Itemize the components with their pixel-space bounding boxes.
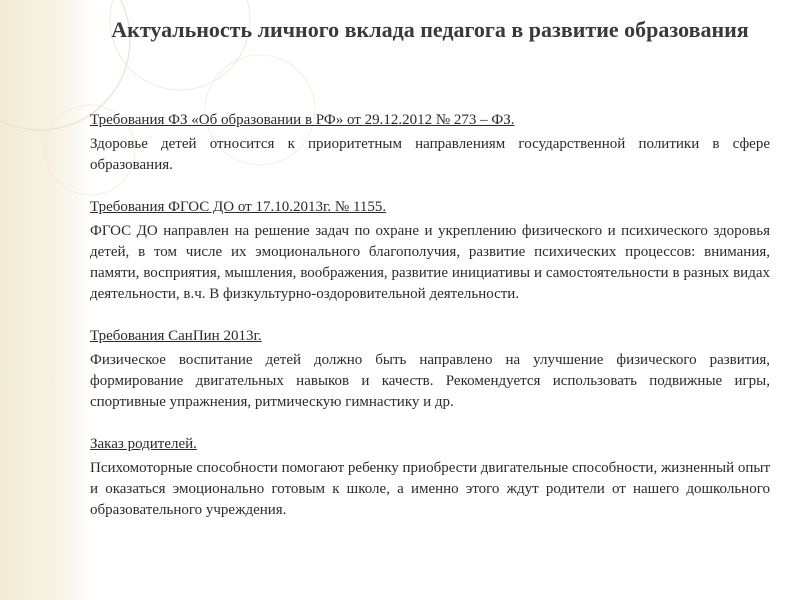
section-parents	[90, 434, 770, 521]
section-heading: Заказ родителей.	[90, 436, 197, 452]
section-text: ФГОС ДО направлен на решение задач по охране и укреплению физического и психического здоровья детей, в том числе их эмоционального благополучия, развитие психических процессов: внимания, памяти, восприятия, мышления, воображения, развитие инициативы и самостоятельности в разных видах деятельности, в.ч. В физкультурно-оздоровительной деятельности.	[90, 223, 770, 302]
section-text: Физическое воспитание детей должно быть направлено на улучшение физического развития, формирование двигательных навыков и качеств. Рекомендуется использовать подвижные игры, спортивные упражнения, ритмическую гимнастику и др.	[90, 352, 770, 410]
section-sanpin	[90, 326, 770, 413]
section-heading: Требования ФЗ «Об образовании в РФ» от 29.12.2012 № 273 – ФЗ.	[90, 112, 515, 128]
section-text: Психомоторные способности помогают ребенку приобрести двигательные способности, жизненный опыт и оказаться эмоционально готовым к школе, а именно этого ждут родители от нашего дошкольного образовательного учреждения.	[90, 460, 771, 518]
slide-title: Актуальность личного вклада педагога в развитие образования	[111, 17, 749, 42]
slide-content	[90, 110, 770, 521]
section-fz	[90, 110, 770, 176]
section-heading: Требования ФГОС ДО от 17.10.2013г. № 1155.	[90, 199, 387, 215]
section-text: Здоровье детей относится к приоритетным направлениям государственной политики в сфере образования.	[90, 136, 770, 173]
section-fgos	[90, 197, 770, 305]
section-heading: Требования СанПин 2013г.	[90, 328, 262, 344]
